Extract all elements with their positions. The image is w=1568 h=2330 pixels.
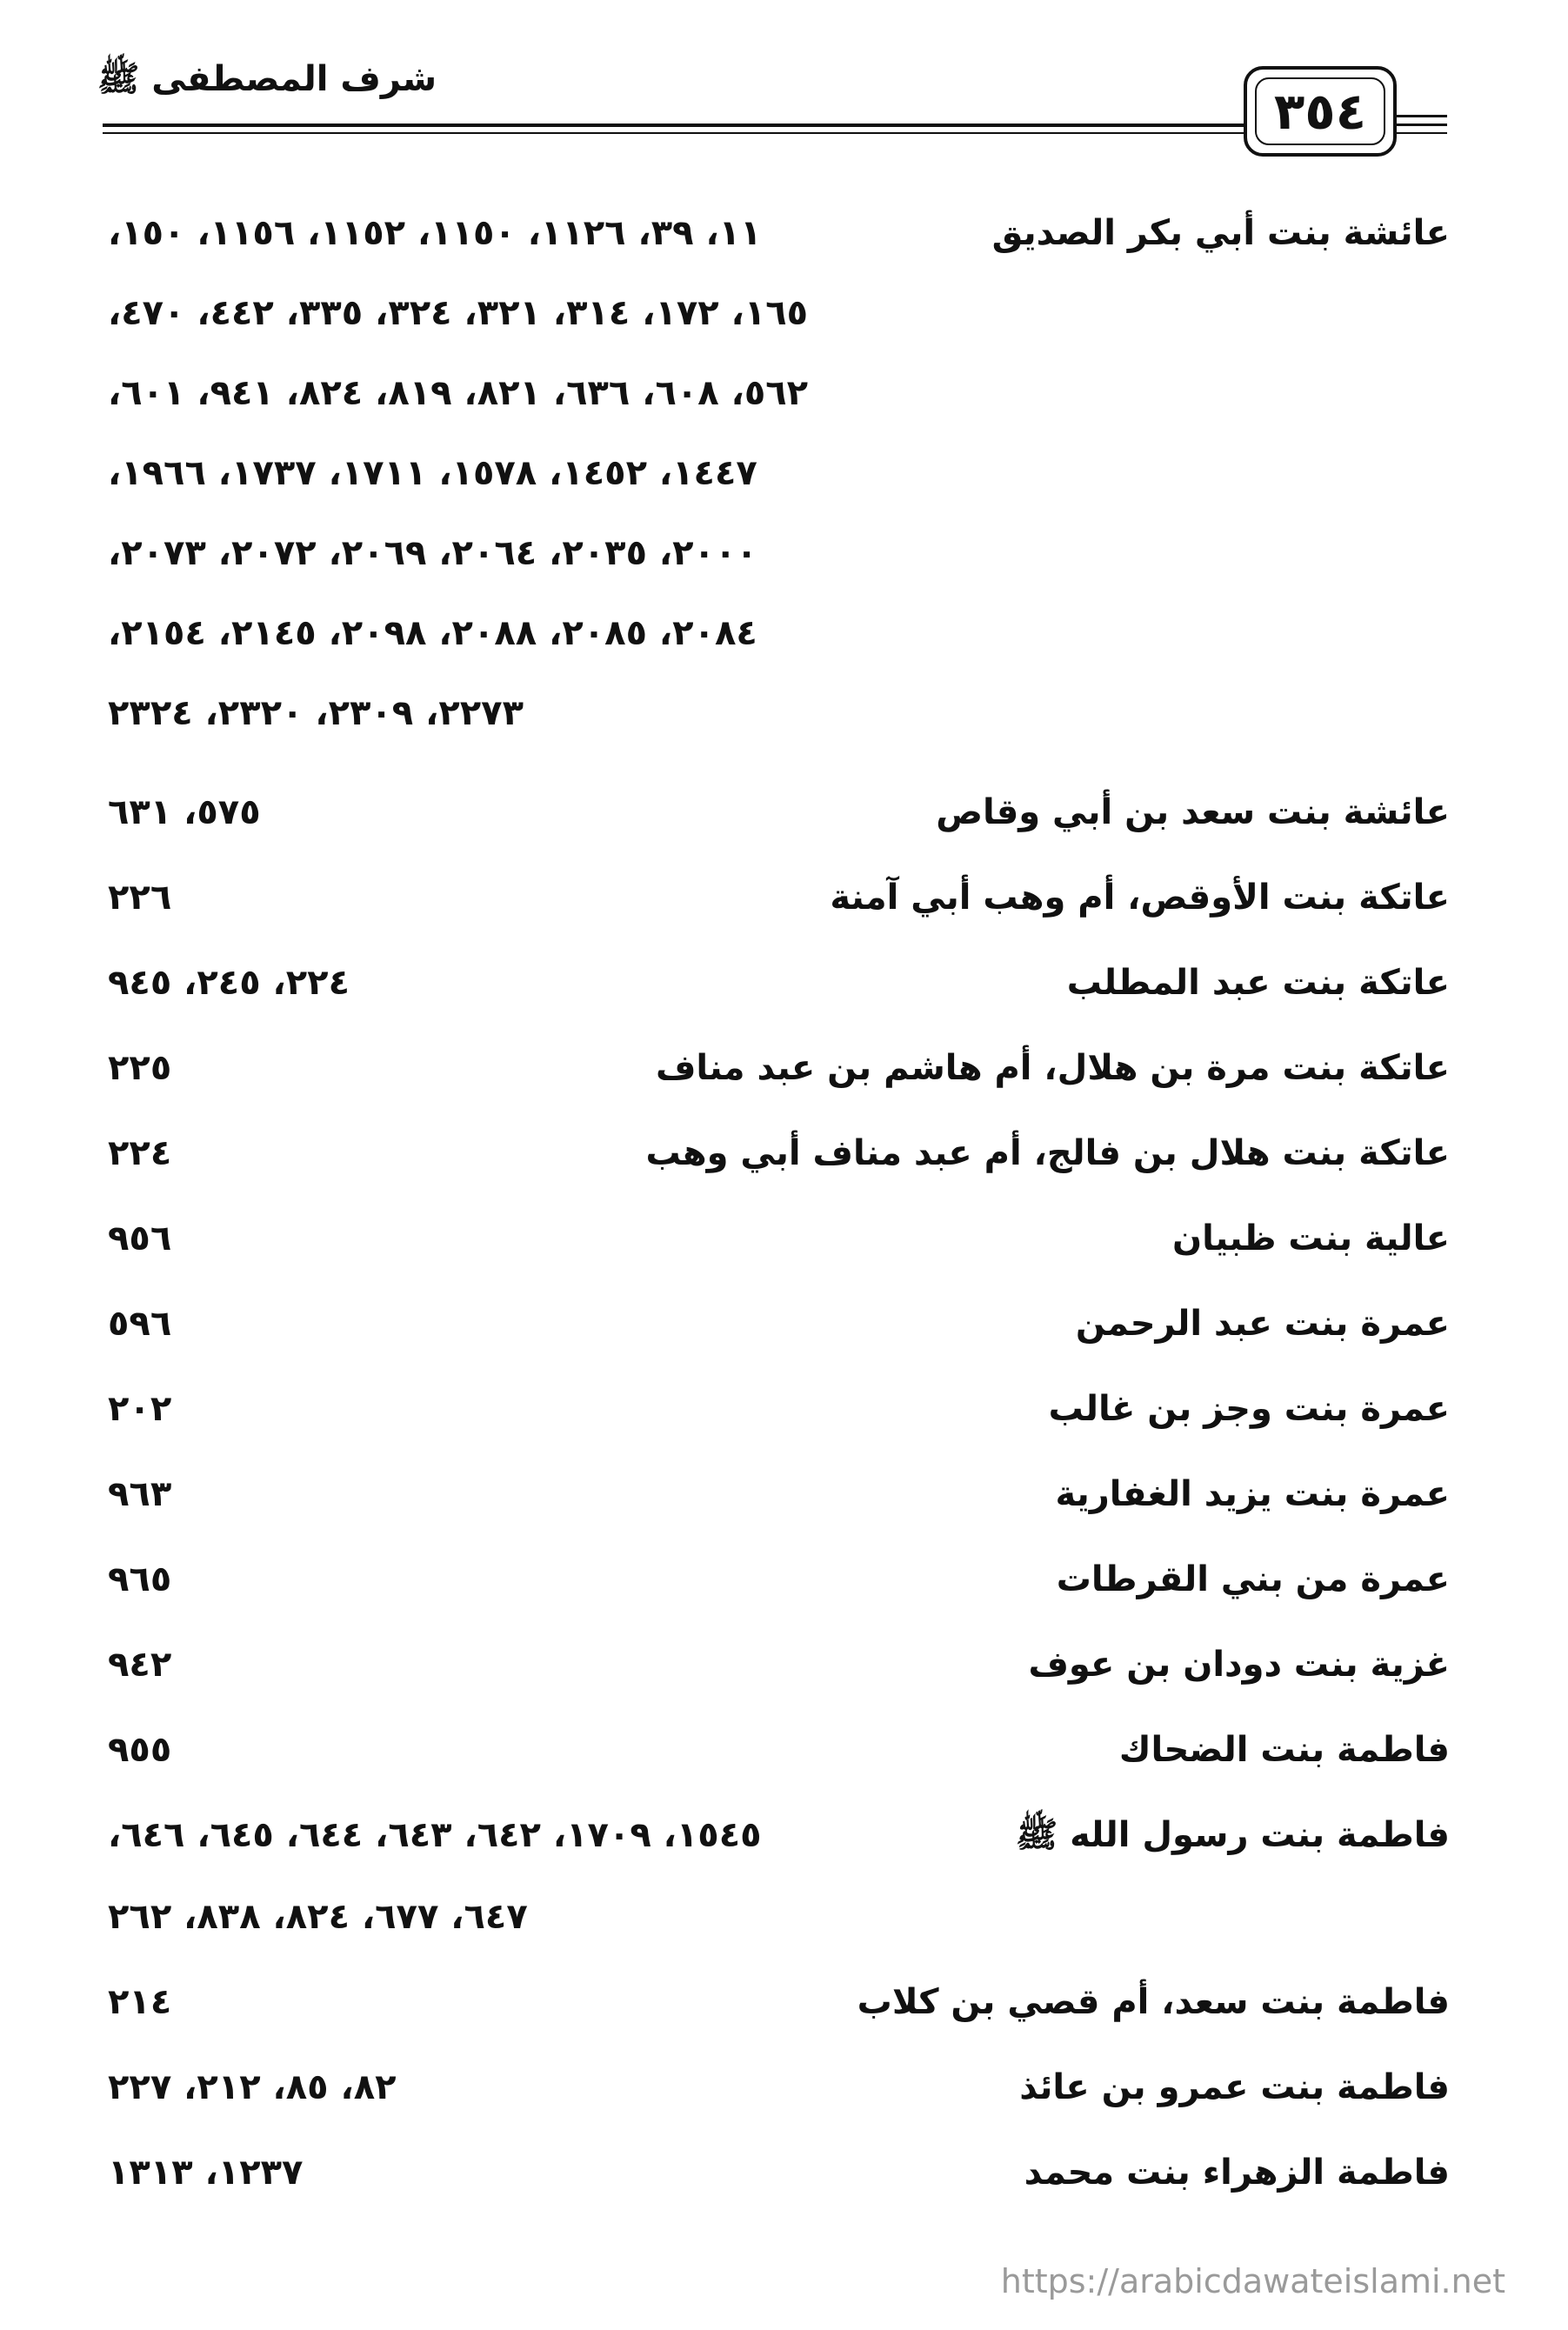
entry-name: فاطمة بنت الضحاك (1118, 1730, 1450, 1770)
header-rule-thin (103, 132, 1251, 134)
header-rule-right (1391, 115, 1447, 117)
entry-pages: ٢٢٤ (108, 1133, 172, 1173)
entry-pages: ١٢٣٧، ١٣١٣ (108, 2153, 304, 2193)
entry-name: عالية بنت ظبيان (1172, 1218, 1450, 1258)
entry-name: عمرة بنت عبد الرحمن (1075, 1304, 1450, 1344)
entry-name: فاطمة الزهراء بنت محمد (1024, 2153, 1450, 2193)
watermark-url: https://arabicdawateislami.net (1000, 2262, 1505, 2300)
entry-name: عمرة بنت وجز بن غالب (1048, 1389, 1450, 1429)
entry-pages: ٢٠٨٤، ٢٠٨٥، ٢٠٨٨، ٢٠٩٨، ٢١٤٥، ٢١٥٤، (108, 613, 757, 653)
entry-pages: ٩٥٥ (108, 1730, 172, 1770)
entry-pages: ١٤٤٧، ١٤٥٢، ١٥٧٨، ١٧١١، ١٧٣٧، ١٩٦٦، (108, 453, 757, 493)
entry-pages: ١٦٥، ١٧٢، ٣١٤، ٣٢١، ٣٢٤، ٣٣٥، ٤٤٢، ٤٧٠، (108, 293, 809, 333)
entry-pages: ٢٢٤، ٢٤٥، ٩٤٥ (108, 963, 350, 1003)
entry-pages: ٥٩٦ (108, 1304, 172, 1344)
entry-pages: ٢٢٥ (108, 1048, 172, 1088)
entry-pages: ٢٠٢ (108, 1389, 172, 1429)
entry-pages: ٦٤٧، ٦٧٧، ٨٢٤، ٨٣٨، ٢٦٢ (108, 1897, 528, 1937)
entry-name: عمرة من بني القرطات (1056, 1559, 1450, 1599)
header-rule-right (1391, 124, 1447, 126)
entry-pages: ١١، ٣٩، ١١٢٦، ١١٥٠، ١١٥٢، ١١٥٦، ١٥٠، (108, 213, 762, 253)
entry-name: فاطمة بنت رسول الله ﷺ (1015, 1815, 1450, 1855)
entry-pages: ٩٦٥ (108, 1559, 172, 1599)
page-number-frame (1244, 66, 1397, 157)
entry-name: عاتكة بنت الأوقص، أم وهب أبي آمنة (830, 878, 1450, 918)
entry-pages: ٥٧٥، ٦٣١ (108, 792, 261, 832)
entry-pages: ٩٦٣ (108, 1474, 172, 1514)
entry-name: عاتكة بنت مرة بن هلال، أم هاشم بن عبد مناف (655, 1048, 1450, 1088)
entry-pages: ٩٥٦ (108, 1218, 172, 1258)
entry-pages: ٢٢٦ (108, 878, 172, 918)
entry-pages: ٩٤٢ (108, 1645, 172, 1685)
entry-name: غزية بنت دودان بن عوف (1028, 1645, 1450, 1685)
entry-name: فاطمة بنت عمرو بن عائذ (1019, 2067, 1450, 2107)
entry-name: فاطمة بنت سعد، أم قصي بن كلاب (857, 1982, 1450, 2022)
header-rule-right (1391, 132, 1447, 134)
entry-pages: ٨٢، ٨٥، ٢١٢، ٢٢٧ (108, 2067, 397, 2107)
entry-name: عاتكة بنت عبد المطلب (1066, 963, 1450, 1003)
entry-name: عمرة بنت يزيد الغفارية (1055, 1474, 1450, 1514)
entry-name: عائشة بنت سعد بن أبي وقاص (936, 792, 1450, 832)
entry-pages: ٢١٤ (108, 1982, 172, 2022)
entry-pages: ٢٢٧٣، ٢٣٠٩، ٢٣٢٠، ٢٣٢٤ (108, 693, 524, 733)
entry-pages: ٥٦٢، ٦٠٨، ٦٣٦، ٨٢١، ٨١٩، ٨٢٤، ٩٤١، ٦٠١، (108, 373, 809, 413)
entry-pages: ١٥٤٥، ١٧٠٩، ٦٤٢، ٦٤٣، ٦٤٤، ٦٤٥، ٦٤٦، (108, 1815, 762, 1855)
entry-name: عاتكة بنت هلال بن فالج، أم عبد مناف أبي وهب (645, 1133, 1450, 1173)
page-number: ٣٥٤ (1255, 77, 1385, 145)
entry-pages: ٢٠٠٠، ٢٠٣٥، ٢٠٦٤، ٢٠٦٩، ٢٠٧٢، ٢٠٧٣، (108, 533, 757, 573)
book-title: شرف المصطفى ﷺ (97, 59, 437, 99)
header-rule (103, 124, 1251, 127)
entry-name: عائشة بنت أبي بكر الصديق (991, 213, 1450, 253)
